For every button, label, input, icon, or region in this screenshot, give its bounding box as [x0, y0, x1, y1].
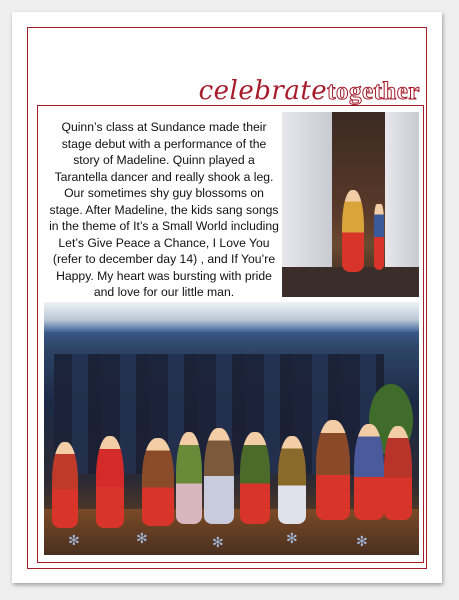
child-figure — [96, 436, 124, 528]
story-text: Quinn’s class at Sundance made their stage debut with a performance of the story of Madeline. Quinn played a Tarantella dancer and really shook a leg. Our sometimes shy guy blossoms on stage. After Madeline, the kids sang songs in the theme of It’s a Small World including Let’s Give Peace a Chance, I Love You (refer to december day 14) , and If You’re Happy. My heart was bursting with pride and love for our little man. — [49, 120, 279, 299]
child-figure — [176, 432, 202, 524]
photo-quinn-on-stage — [282, 112, 419, 297]
photo-class-on-stage — [44, 302, 419, 555]
snowflake-icon: ✻ — [136, 530, 148, 546]
child-figure — [52, 442, 78, 528]
child-figure — [354, 424, 384, 520]
child-figure — [316, 420, 350, 520]
title-word-celebrate: celebrate — [198, 76, 328, 106]
child-figure — [342, 190, 364, 272]
title-word-together: together — [327, 78, 420, 105]
valance — [44, 302, 419, 332]
child-figure — [204, 428, 234, 524]
curtain-left — [282, 112, 332, 277]
snowflake-icon: ✻ — [68, 532, 80, 548]
snowflake-icon: ✻ — [212, 534, 224, 550]
child-figure — [240, 432, 270, 524]
snowflake-icon: ✻ — [286, 530, 298, 546]
child-figure — [142, 438, 174, 526]
child-figure — [374, 204, 384, 270]
child-figure — [384, 426, 412, 520]
child-figure — [278, 436, 306, 524]
page-title — [199, 76, 420, 106]
snowflake-icon: ✻ — [356, 533, 368, 549]
scrapbook-page — [12, 12, 442, 583]
curtain-right — [385, 112, 419, 277]
